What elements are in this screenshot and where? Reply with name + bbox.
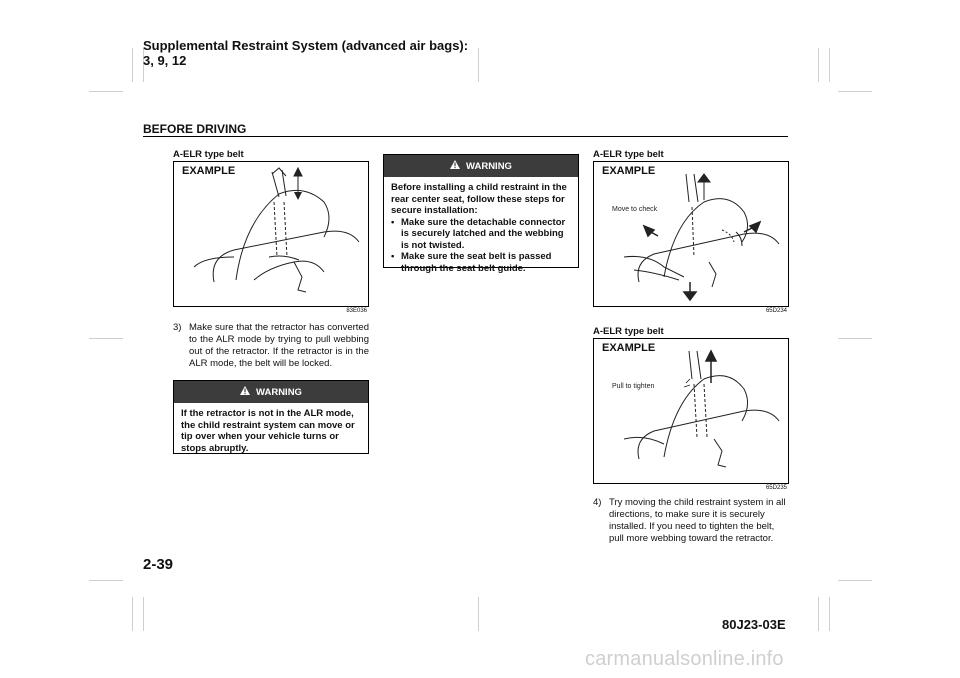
step-4	[593, 497, 789, 545]
warning-1-text: If the retractor is not in the ALR mode, the child restraint system can move or tip over when your vehicle turns or stops abruptly.	[181, 408, 355, 454]
header-line-2: 3, 9, 12	[143, 53, 187, 68]
warning-triangle-icon	[240, 386, 250, 398]
warning-2-header	[384, 155, 578, 177]
section-title: BEFORE DRIVING	[143, 122, 247, 136]
warning-box-1	[173, 380, 369, 454]
child-seat-illustration-1	[174, 162, 368, 306]
figure-2-annotation: Move to check	[612, 206, 658, 213]
header-line-1: Supplemental Restraint System (advanced air bags):	[143, 38, 469, 53]
figure-1-example: EXAMPLE	[182, 165, 236, 177]
document-code: 80J23-03E	[722, 617, 786, 632]
figure-1	[173, 161, 369, 307]
header-rule	[143, 136, 788, 137]
figure-2-example: EXAMPLE	[602, 165, 656, 177]
step-4-number: 4)	[593, 497, 602, 508]
warning-box-2	[383, 154, 579, 274]
warning-2-list	[391, 217, 571, 275]
step-4-text: Try moving the child restraint system in all directions, to make sure it is securely installed. If you need to tighten the belt, pull more webbing toward the retractor.	[609, 497, 786, 544]
warning-2-item: • Make sure the detachable connector is securely latched and the webbing is not twisted.	[391, 217, 571, 252]
figure-label-2: A-ELR type belt	[593, 149, 664, 160]
figure-1-code: 83E036	[346, 308, 367, 314]
page-number: 2-39	[143, 556, 174, 573]
warning-2-item: • Make sure the seat belt is passed through the seat belt guide.	[391, 251, 571, 274]
step-3-text: Make sure that the retractor has converted to the ALR mode by trying to pull webbing out of the retractor. If the retractor is in the ALR mode, the belt will be locked.	[189, 322, 369, 369]
child-seat-illustration-3	[594, 339, 788, 483]
figure-3-code: 65D235	[765, 485, 787, 491]
figure-3	[593, 338, 789, 484]
document-header	[143, 38, 468, 68]
figure-label-3: A-ELR type belt	[593, 326, 664, 337]
step-3	[173, 322, 369, 370]
warning-2-title: WARNING	[466, 160, 512, 172]
warning-2-intro: Before installing a child restraint in the rear center seat, follow these steps for secure installation:	[391, 182, 567, 216]
watermark: carmanualsonline.info	[585, 648, 784, 670]
warning-2-body	[384, 177, 578, 279]
figure-2	[593, 161, 789, 307]
warning-1-header	[174, 381, 368, 403]
figure-3-annotation: Pull to tighten	[612, 383, 655, 390]
figure-label-1: A-ELR type belt	[173, 149, 244, 160]
child-seat-illustration-2	[594, 162, 788, 306]
warning-1-title: WARNING	[256, 386, 302, 398]
warning-triangle-icon	[450, 160, 460, 172]
figure-3-example: EXAMPLE	[602, 342, 656, 354]
step-3-number: 3)	[173, 322, 182, 333]
figure-2-code: 65D234	[765, 308, 787, 314]
